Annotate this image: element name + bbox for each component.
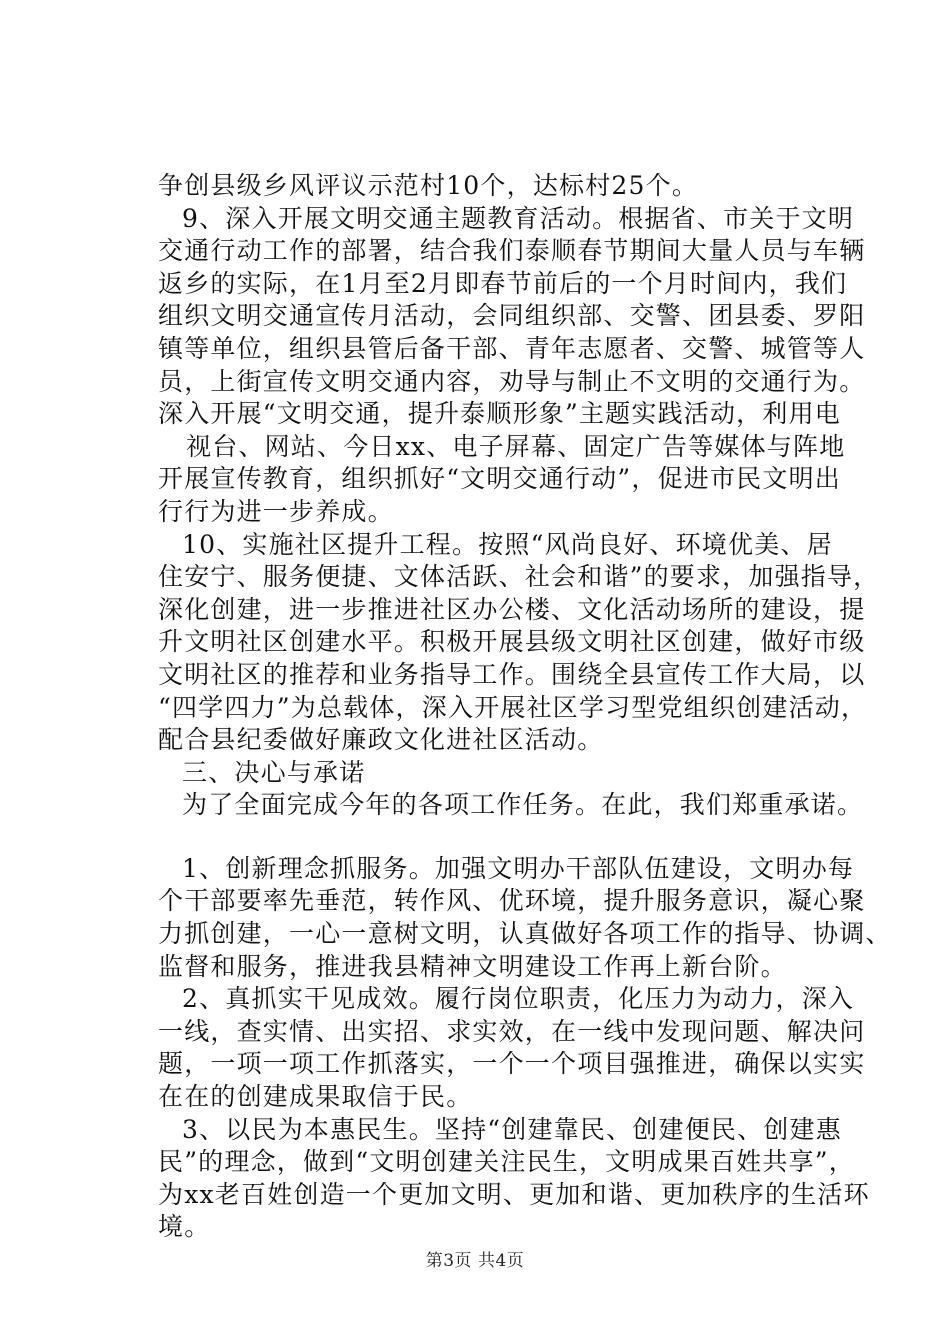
text-line: 9、深入开展文明交通主题教育活动。根据省、市关于文明 — [182, 203, 855, 233]
text-line: 组织文明交通宣传月活动，会同组织部、交警、团县委、罗阳 — [158, 301, 866, 331]
text-line: 境。 — [158, 1212, 211, 1242]
text-line: 3、以民为本惠民生。坚持“创建靠民、创建便民、创建惠 — [182, 1114, 842, 1144]
text-line: 1、创新理念抓服务。加强文明办干部队伍建设，文明办每 — [182, 853, 855, 883]
text-line: 深入开展“文明交通，提升泰顺形象”主题实践活动，利用电 — [158, 399, 841, 429]
text-line: 题，一项一项工作抓落实，一个一个项目强推进，确保以实实 — [158, 1049, 866, 1079]
section-heading: 三、决心与承诺 — [182, 757, 366, 787]
document-body — [158, 170, 892, 1244]
text-line: 为了全面完成今年的各项工作任务。在此，我们郑重承诺。 — [182, 790, 864, 820]
text-line: 员，上街宣传文明交通内容，劝导与制止不文明的交通行为。 — [158, 366, 866, 396]
text-line: 为xx老百姓创造一个更加文明、更加和谐、更加秩序的生活环 — [158, 1179, 870, 1209]
text-line: “四学四力”为总载体，深入开展社区学习型党组织创建活动， — [158, 692, 868, 722]
text-line: 个干部要率先垂范，转作风、优环境，提升服务意识，凝心聚 — [158, 886, 866, 916]
text-line: 文明社区的推荐和业务指导工作。围绕全县宣传工作大局，以 — [158, 659, 866, 689]
text-line: 视台、网站、今日xx、电子屏幕、固定广告等媒体与阵地 — [186, 431, 846, 461]
text-line: 2、真抓实干见成效。履行岗位职责，化压力为动力，深入 — [182, 984, 855, 1014]
text-line: 住安宁、服务便捷、文体活跃、社会和谐”的要求，加强指导， — [158, 562, 880, 592]
text-line: 升文明社区创建水平。积极开展县级文明社区创建，做好市级 — [158, 627, 866, 657]
text-line: 监督和服务，推进我县精神文明建设工作再上新台阶。 — [158, 951, 787, 981]
text-line: 争创县级乡风评议示范村10个，达标村25个。 — [158, 171, 699, 200]
text-line: 一线，查实情、出实招、求实效，在一线中发现问题、解决问 — [158, 1016, 866, 1046]
text-line: 行行为进一步养成。 — [158, 496, 394, 526]
text-line: 10、实施社区提升工程。按照“风尚良好、环境优美、居 — [182, 529, 833, 559]
text-line: 力抓创建，一心一意树文明，认真做好各项工作的指导、协调、 — [158, 919, 892, 949]
text-line: 返乡的实际，在1月至2月即春节前后的一个月时间内，我们 — [158, 268, 848, 298]
page-number-footer: 第3页 共4页 — [425, 1251, 525, 1271]
text-line: 深化创建，进一步推进社区办公楼、文化活动场所的建设，提 — [158, 594, 866, 624]
text-line: 交通行动工作的部署，结合我们泰顺春节期间大量人员与车辆 — [158, 236, 866, 266]
text-line: 民”的理念，做到“文明创建关注民生，文明成果百姓共享”， — [158, 1147, 855, 1177]
text-line: 镇等单位，组织县管后备干部、青年志愿者、交警、城管等人 — [158, 333, 866, 363]
text-line: 开展宣传教育，组织抓好“文明交通行动”，促进市民文明出 — [158, 464, 841, 494]
text-line: 配合县纪委做好廉政文化进社区活动。 — [158, 725, 604, 755]
text-line: 在在的创建成果取信于民。 — [158, 1082, 473, 1112]
